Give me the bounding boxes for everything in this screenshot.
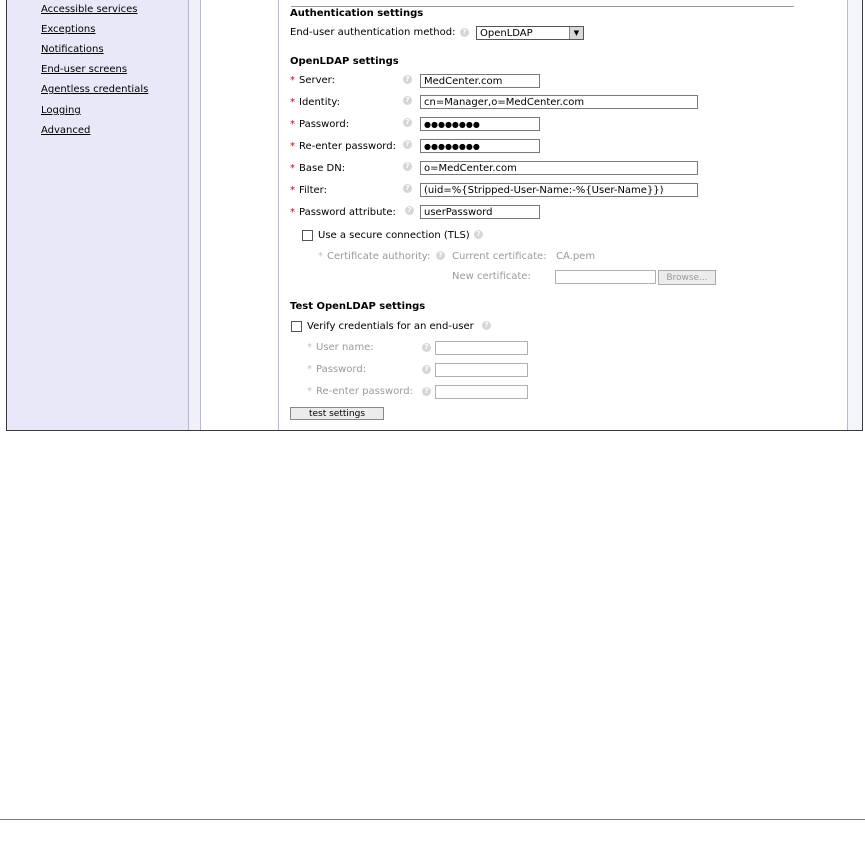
divider — [278, 0, 279, 430]
test-reenter-password-label: * Re-enter password: — [307, 386, 413, 397]
server-input[interactable]: MedCenter.com — [420, 74, 540, 88]
sidebar-item-accessible-services[interactable]: Accessible services — [41, 4, 138, 15]
help-icon[interactable]: ? — [422, 365, 431, 374]
required-mark: * — [290, 141, 295, 152]
auth-method-label: End-user authentication method: — [290, 27, 456, 38]
help-icon[interactable]: ? — [403, 162, 412, 171]
field-label-password-attribute: * Password attribute: — [290, 207, 396, 218]
auth-heading: Authentication settings — [290, 8, 424, 19]
field-label-filter: * Filter: — [290, 185, 327, 196]
current-certificate-label: Current certificate: — [452, 251, 547, 262]
test-password-label: * Password: — [307, 364, 367, 375]
help-icon[interactable]: ? — [436, 251, 445, 260]
sidebar-item-notifications[interactable]: Notifications — [41, 44, 104, 55]
sidebar-item-advanced[interactable]: Advanced — [41, 125, 91, 136]
auth-method-select[interactable] — [476, 26, 584, 40]
required-mark: * — [290, 75, 295, 86]
test-settings-button[interactable]: test settings — [290, 407, 384, 420]
field-label-base-dn: * Base DN: — [290, 163, 346, 174]
field-label-reenter-password: * Re-enter password: — [290, 141, 396, 152]
identity-input[interactable]: cn=Manager,o=MedCenter.com — [420, 95, 698, 109]
field-label-identity: * Identity: — [290, 97, 340, 108]
test-user-name-label: * User name: — [307, 342, 374, 353]
required-mark: * — [290, 163, 295, 174]
ldap-heading: OpenLDAP settings — [290, 56, 399, 67]
help-icon[interactable]: ? — [403, 184, 412, 193]
sidebar — [7, 0, 188, 430]
help-icon[interactable]: ? — [460, 28, 469, 37]
browse-button[interactable]: Browse... — [658, 270, 716, 285]
auth-method-value: OpenLDAP — [480, 28, 533, 39]
spacer-column — [201, 0, 278, 430]
test-heading: Test OpenLDAP settings — [290, 301, 426, 312]
password-input[interactable]: ●●●●●●●● — [420, 117, 540, 131]
test-password-input[interactable] — [435, 363, 528, 377]
base-dn-input[interactable]: o=MedCenter.com — [420, 161, 698, 175]
section-rule — [291, 6, 794, 7]
sidebar-item-agentless-credentials[interactable]: Agentless credentials — [41, 84, 149, 95]
chevron-down-icon[interactable]: ▼ — [569, 27, 583, 39]
help-icon[interactable]: ? — [403, 140, 412, 149]
verify-checkbox[interactable] — [291, 321, 302, 332]
tls-label: Use a secure connection (TLS) — [318, 230, 470, 241]
page-rule — [0, 819, 865, 820]
required-mark: * — [290, 207, 295, 218]
sidebar-item-end-user-screens[interactable]: End-user screens — [41, 64, 128, 75]
field-label-server: * Server: — [290, 75, 335, 86]
required-mark: * — [290, 97, 295, 108]
verify-label: Verify credentials for an end-user — [307, 321, 474, 332]
test-user-name-input[interactable] — [435, 341, 528, 355]
help-icon[interactable]: ? — [403, 118, 412, 127]
help-icon[interactable]: ? — [403, 96, 412, 105]
filter-input[interactable]: (uid=%{Stripped-User-Name:-%{User-Name}}) — [420, 183, 698, 197]
reenter-password-input[interactable]: ●●●●●●●● — [420, 139, 540, 153]
required-mark: * — [290, 119, 295, 130]
help-icon[interactable]: ? — [405, 206, 414, 215]
test-reenter-password-input[interactable] — [435, 385, 528, 399]
current-certificate-value: CA.pem — [556, 251, 596, 262]
help-icon[interactable]: ? — [482, 321, 491, 330]
right-strip — [848, 0, 862, 430]
help-icon[interactable]: ? — [422, 387, 431, 396]
tls-checkbox[interactable] — [302, 230, 313, 241]
help-icon[interactable]: ? — [422, 343, 431, 352]
field-label-password: * Password: — [290, 119, 350, 130]
help-icon[interactable]: ? — [474, 230, 483, 239]
help-icon[interactable]: ? — [403, 75, 412, 84]
new-certificate-input[interactable] — [555, 270, 656, 284]
password-attribute-input[interactable]: userPassword — [420, 205, 540, 219]
ca-label: * Certificate authority: — [318, 251, 431, 262]
sidebar-item-exceptions[interactable]: Exceptions — [41, 24, 96, 35]
sidebar-item-logging[interactable]: Logging — [41, 105, 81, 116]
required-mark: * — [290, 185, 295, 196]
new-certificate-label: New certificate: — [452, 271, 531, 282]
